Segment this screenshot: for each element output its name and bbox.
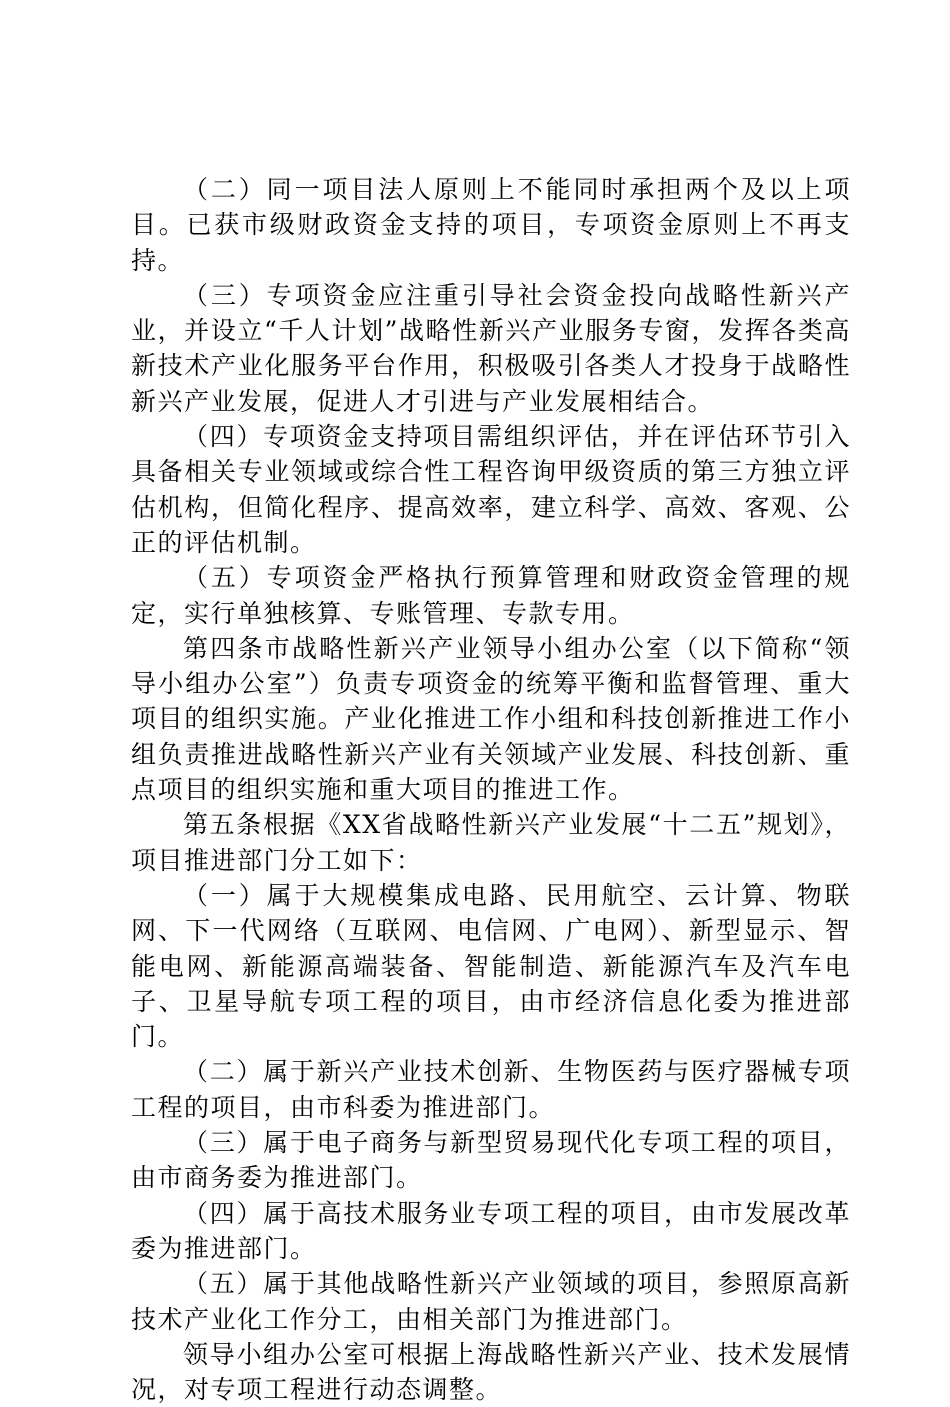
closing-paragraph: 领导小组办公室可根据上海战略性新兴产业、技术发展情况，对专项工程进行动态调整。 — [131, 1339, 851, 1405]
article-5-item-3: （三）属于电子商务与新型贸易现代化专项工程的项目，由市商务委为推进部门。 — [131, 1128, 851, 1193]
article-5: 第五条根据《XX省战略性新兴产业发展“十二五”规划》，项目推进部门分工如下： — [131, 810, 851, 875]
document-body — [131, 172, 851, 1407]
article-5-item-2: （二）属于新兴产业技术创新、生物医药与医疗器械专项工程的项目，由市科委为推进部门。 — [131, 1057, 851, 1122]
paragraph-4-evaluation: （四）专项资金支持项目需组织评估，并在评估环节引入具备相关专业领域或综合性工程咨询甲级资质的第三方独立评估机构，但简化程序、提高效率，建立科学、高效、客观、公正的评估机制。 — [131, 422, 851, 557]
article-5-item-1: （一）属于大规模集成电路、民用航空、云计算、物联网、下一代网络（互联网、电信网、广电网）、新型显示、智能电网、新能源高端装备、智能制造、新能源汽车及汽车电子、卫星导航专项工程的项目，由市经济信息化委为推进部门。 — [131, 880, 851, 1052]
paragraph-5-budget: （五）专项资金严格执行预算管理和财政资金管理的规定，实行单独核算、专账管理、专款专用。 — [131, 563, 851, 628]
article-5-item-4: （四）属于高技术服务业专项工程的项目，由市发展改革委为推进部门。 — [131, 1198, 851, 1263]
article-4: 第四条市战略性新兴产业领导小组办公室（以下简称“领导小组办公室”）负责专项资金的统筹平衡和监督管理、重大项目的组织实施。产业化推进工作小组和科技创新推进工作小组负责推进战略性新兴产业有关领域产业发展、科技创新、重点项目的组织实施和重大项目的推进工作。 — [131, 633, 851, 805]
paragraph-2-single-project: （二）同一项目法人原则上不能同时承担两个及以上项目。已获市级财政资金支持的项目，专项资金原则上不再支持。 — [131, 175, 851, 275]
article-5-item-5: （五）属于其他战略性新兴产业领域的项目，参照原高新技术产业化工作分工，由相关部门为推进部门。 — [131, 1269, 851, 1334]
paragraph-3-social-capital: （三）专项资金应注重引导社会资金投向战略性新兴产业，并设立“千人计划”战略性新兴产业服务专窗，发挥各类高新技术产业化服务平台作用，积极吸引各类人才投身于战略性新兴产业发展，促进人才引进与产业发展相结合。 — [131, 280, 851, 416]
